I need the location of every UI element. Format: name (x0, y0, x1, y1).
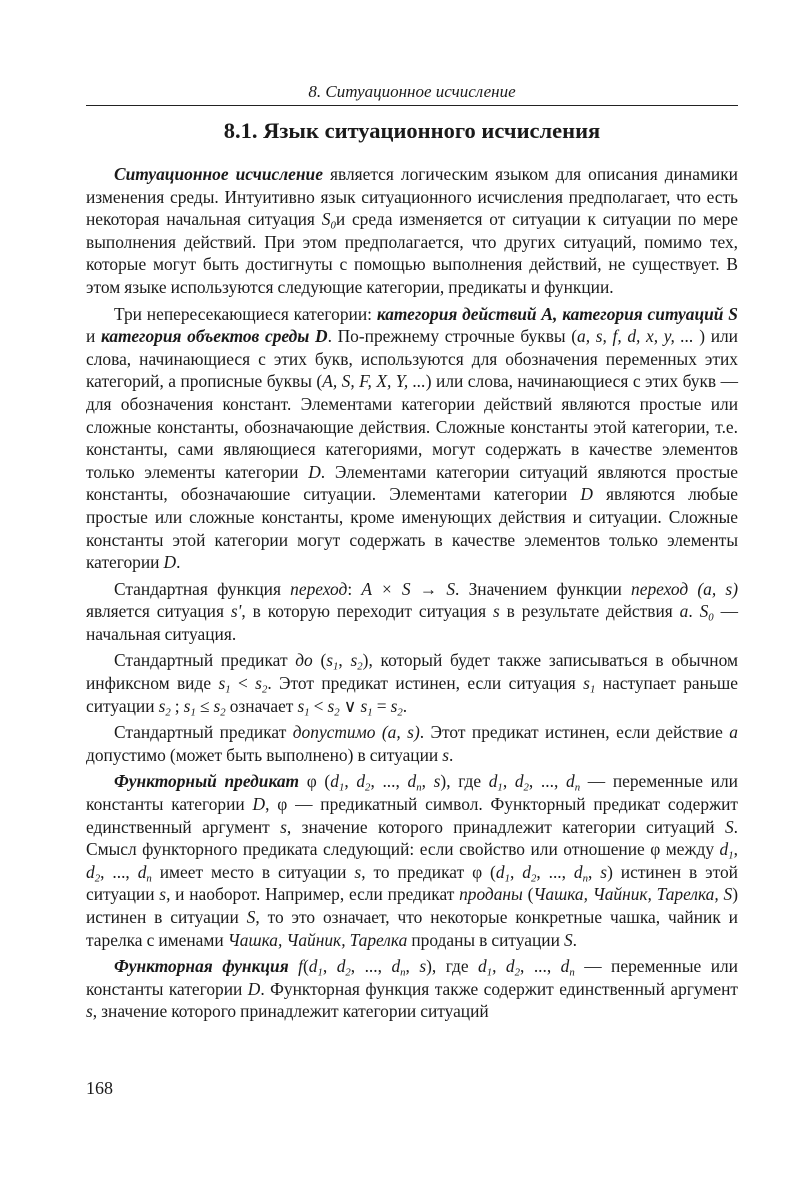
uppercase-letters: A, S, F, X, Y, ... (322, 371, 426, 392)
function-signature: A × S → S (361, 578, 456, 599)
paragraph-1: Ситуационное исчисление является логическим языком для описания динамики изменения среды. Интуитивно язык ситуационного исчисления предполагает, что есть некоторая начальная ситуация $S_0и$ среда изменяется от ситуации к ситуации по мере выполнения действий. При этом предполагается, что других ситуаций, помимо тех, которые могут быть достигнуты с помощью выполнения действий, не существует. В этом языке используются следующие категории, предикаты и функции. (86, 164, 738, 297)
paragraph-7: Функторная функция $f(d_1$, $d_2$, ..., $d_n$, s), где $d_1$, $d_2$, ..., $d_n$ — переменные или константы категории D. Функторная функция также содержит единственный аргумент s, значение которого принадлежит категории ситуаций (86, 956, 738, 1022)
term-object-category: категория объектов среды D (100, 326, 328, 347)
term-action-category: категория действий A (376, 303, 553, 324)
body-text (86, 163, 738, 1027)
paragraph-6: Функторный предикат φ ($d_1$, $d_2$, ..., $d_n$, s), где $d_1$, $d_2$, ..., $d_n$ — переменные или константы категории D, φ — предикатный символ. Функторный предикат содержит единственный аргумент s, значение которого принадлежит категории ситуаций S. Смысл функторного предиката следующий: если свойство или отношение φ между $d_1$, $d_2$, ..., $d_n$ имеет место в ситуации s, то предикат φ ($d_1$, $d_2$, ..., $d_n$, s) истинен в этой ситуации s, и наоборот. Например, если предикат проданы (Чашка, Чайник, Тарелка, S) истинен в ситуации S, то это означает, что некоторые конкретные чашка, чайник и тарелка с именами Чашка, Чайник, Тарелка проданы в ситуации S. (86, 771, 738, 950)
initial-situation-symbol: $S_0$ (321, 209, 336, 232)
lowercase-letters: a, s, f, d, x, y, ... (577, 326, 694, 347)
paragraph-4: Стандартный предикат до ($s_1$, $s_2$), который будет также записываться в обычном инфиксном виде $s_1 < s_2$. Этот предикат истинен, если ситуация $s_1$ наступает раньше ситуации $s_2$ ; $s_1 \le s_2$ означает $s_1 < s_2$ ∨ $s_1 = s_2$. (86, 650, 738, 719)
paragraph-3: Стандартная функция переход: A × S → S. Значением функции переход (a, s) является ситуация s', в которую переходит ситуация s в результате действия a. $S_0$ — начальная ситуация. (86, 578, 738, 644)
running-head: 8. Ситуационное исчисление (86, 82, 738, 106)
function-transition: переход (290, 578, 348, 599)
term-functor-function: Функторная функция (114, 956, 289, 977)
predicate-allowed: допустимо (292, 722, 376, 743)
term-functor-predicate: Функторный предикат (114, 771, 300, 792)
paragraph-5: Стандартный предикат допустимо (a, s). Этот предикат истинен, если действие a допустимо (может быть выполнено) в ситуации s. (86, 722, 738, 765)
paragraph-2: Три непересекающиеся категории: категория действий A, категория ситуаций S и категория объектов среды D. По-прежнему строчные буквы (a, s, f, d, x, y, ... ) или слова, начинающиеся с этих букв, используются для обозначения переменных этих категорий, а прописные буквы (A, S, F, X, Y, ...) или слова, начинающиеся с этих букв — для обозначения констант. Элементами категории действий являются простые или сложные константы, обозначающие действия. Сложные константы этой категории, т.е. константы, сами являющиеся категориями, могут содержать в качестве элементов только элементы категории D. Элементами категории ситуаций являются простые константы, обозначаюшие ситуации. Элементами категории D являются любые простые или сложные константы, кроме именующих действия и ситуации. Сложные константы этой категории могут содержать в качестве элементов только элементы категории D. (86, 303, 738, 573)
predicate-sold: проданы (459, 884, 523, 905)
term-situational-calculus: Ситуационное исчисление (114, 164, 323, 184)
page-number: 168 (86, 1078, 113, 1098)
section-title: 8.1. Язык ситуационного исчисления (223, 118, 601, 143)
term-situation-category: категория ситуаций S (562, 303, 738, 324)
predicate-before: до (295, 650, 313, 671)
